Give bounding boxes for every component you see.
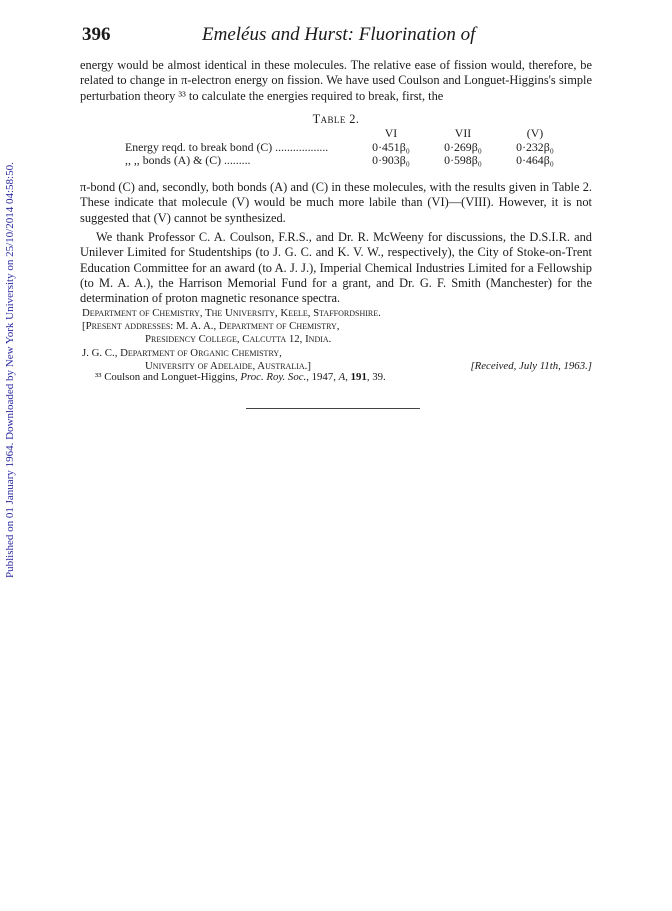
table-cell: 0·451β₀ xyxy=(372,139,410,154)
table-col-header: (V) xyxy=(526,126,544,140)
energy-table xyxy=(125,127,571,168)
footnote: ³³ Coulson and Longuet-Higgins, Proc. Roy. Soc., 1947, A, 191, 39. xyxy=(95,371,386,383)
received-date: [Received, July 11th, 1963.] xyxy=(470,359,592,372)
table-row xyxy=(125,154,571,168)
footnote-authors: Coulson and Longuet-Higgins, xyxy=(104,371,238,383)
table-cell: 0·232β₀ xyxy=(516,139,554,154)
page-number: 396 xyxy=(82,24,111,45)
table-row xyxy=(125,141,571,155)
paragraph-2: π-bond (C) and, secondly, both bonds (A) and (C) in these molecules, with the results given in Table 2. These indicate that molecule (V) would be much more labile than (VI)—(VIII). However, it is not suggested that (V) cannot be synthesized. xyxy=(80,180,592,225)
table-col-header: VI xyxy=(384,126,398,140)
footnote-marker: ³³ xyxy=(95,371,102,383)
table-cell: 0·598β₀ xyxy=(444,153,482,168)
end-rule xyxy=(246,408,420,409)
running-title: Emeléus and Hurst: Fluorination of xyxy=(202,24,476,45)
footnote-series: A xyxy=(338,371,346,383)
page-header xyxy=(82,24,592,50)
row-label: Energy reqd. to break bond (C) .................. xyxy=(125,139,329,154)
table-header-row xyxy=(125,127,571,141)
acknowledgements-paragraph: We thank Professor C. A. Coulson, F.R.S., and Dr. R. McWeeny for discussions, the D.S.I.R. and Unilever Limited for Studentships (to J. G. C. and K. V. W., respectively), the City of Stoke-on-Trent Education Committee for an award (to A. J. J.), Imperial Chemical Industries Limited for a Fellowship (to M. A. A.), the Harrison Memorial Fund for a grant, and Dr. G. F. Smith (Manchester) for the determination of proton magnetic resonance spectra. xyxy=(80,230,592,306)
table-cell: 0·269β₀ xyxy=(444,139,482,154)
footnote-journal: Proc. Roy. Soc. xyxy=(240,371,307,383)
table-cell: 0·464β₀ xyxy=(516,153,554,168)
download-watermark: Published on 01 January 1964. Downloaded by New York University on 25/10/2014 04:58:50. xyxy=(4,162,16,578)
footnote-year: , 1947, xyxy=(306,371,336,383)
paragraph-1: energy would be almost identical in these molecules. The relative ease of fission would, therefore, be related to change in π-electron energy on fission. We have used Coulson and Longuet-Higgins's simple perturbation theory ³³ to calculate the energies required to break, first, the xyxy=(80,58,592,103)
row-label: ,, ,, bonds (A) & (C) ......... xyxy=(125,153,251,168)
footnote-volume: 191 xyxy=(350,371,367,383)
affiliation-block xyxy=(82,307,592,373)
affiliation-line: [Present addresses: M. A. A., Department of Chemistry, xyxy=(82,320,340,333)
affiliation-line: Department of Chemistry, The University, Keele, Staffordshire. xyxy=(82,307,381,319)
footnote-page: , 39. xyxy=(366,371,386,383)
affiliation-line: Presidency College, Calcutta 12, India. xyxy=(145,333,332,346)
table-title: Table 2. xyxy=(312,112,360,126)
table-cell: 0·903β₀ xyxy=(372,153,410,168)
affiliation-line: J. G. C., Department of Organic Chemistry, xyxy=(82,346,282,359)
affiliation-line: University of Adelaide, Australia.] xyxy=(145,359,311,372)
table-header-empty xyxy=(125,127,355,141)
table-col-header: VII xyxy=(454,126,472,140)
